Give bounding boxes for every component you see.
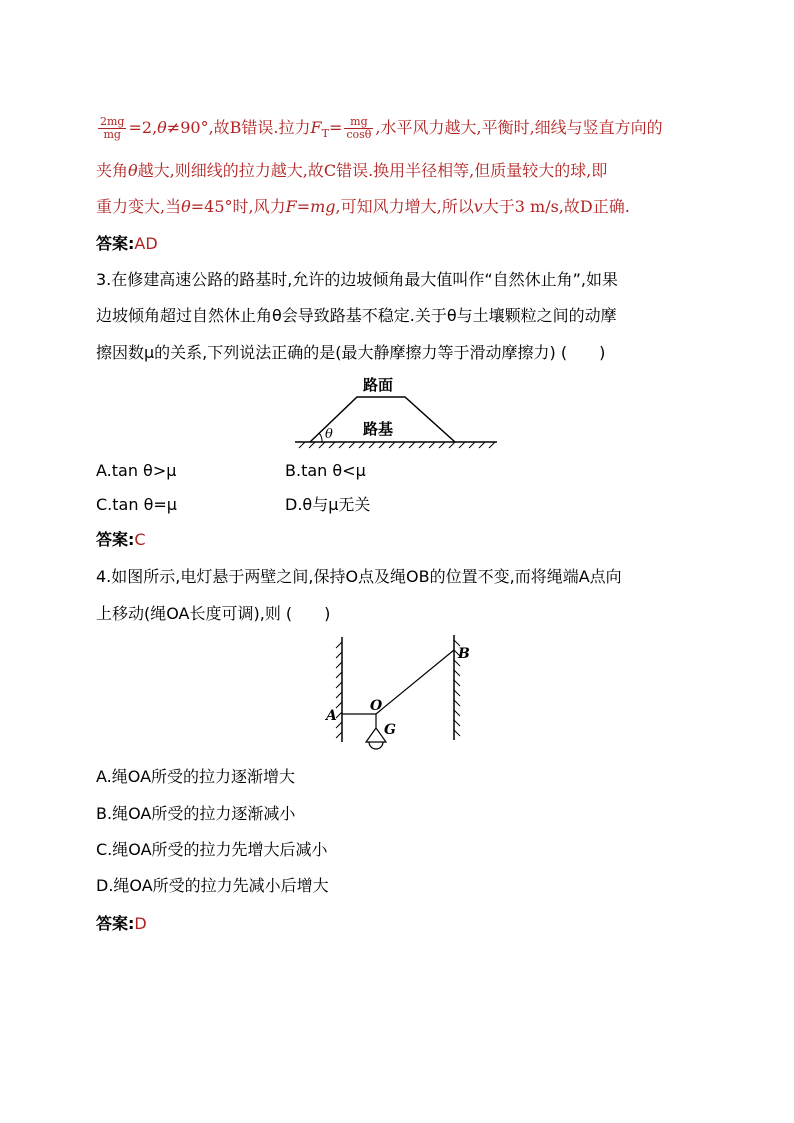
equals-sign: =: [328, 118, 343, 137]
q3-option-a[interactable]: A.tan θ>μ: [96, 461, 177, 480]
roadbed-diagram: [285, 370, 515, 450]
solution-text: 大于3 m/s,故D正确.: [482, 197, 630, 216]
roadbed-label: 路基: [363, 420, 394, 438]
q4-option-c[interactable]: C.绳OA所受的拉力先增大后减小: [96, 840, 328, 859]
mg-symbol: mg: [310, 197, 336, 216]
label-o: O: [370, 698, 383, 714]
q3-option-b[interactable]: B.tan θ<μ: [285, 461, 366, 480]
fraction-denominator: cosθ: [346, 128, 372, 141]
q4-option-a[interactable]: A.绳OA所受的拉力逐渐增大: [96, 767, 296, 786]
fraction-numerator: mg: [344, 116, 373, 129]
fraction-denominator: mg: [103, 128, 121, 141]
solution-line-1: [96, 116, 663, 144]
answer-line-q2: [96, 234, 158, 254]
answer-value: D: [134, 914, 147, 933]
solution-text: 重力变大,当: [96, 197, 182, 216]
solution-text: ≠90°,故B错误.拉力: [166, 118, 311, 137]
solution-text: ,水平风力越大,平衡时,细线与竖直方向的: [375, 118, 663, 137]
solution-text: 越大,则细线的拉力越大,故C错误.换用半径相等,但质量较大的球,即: [137, 161, 608, 180]
fraction-mg-over-cos: [344, 116, 373, 141]
answer-label: 答案:: [96, 914, 135, 933]
label-b: B: [458, 646, 470, 662]
force-symbol: F: [310, 118, 322, 137]
rope-ob: [376, 650, 454, 714]
solution-line-2: [96, 161, 607, 181]
angle-label: θ: [325, 427, 333, 442]
fraction-2mg-over-mg: [98, 116, 126, 141]
q3-line-3: 擦因数μ的关系,下列说法正确的是(最大静摩擦力等于滑动摩擦力) ( ): [96, 343, 606, 362]
lamp-bulb: [369, 742, 383, 749]
solution-text: =45°时,风力: [190, 197, 286, 216]
answer-value: AD: [134, 234, 158, 253]
solution-line-3: [96, 197, 630, 217]
left-wall-hatching: [336, 642, 342, 738]
subscript: T: [321, 127, 329, 141]
q3-option-c[interactable]: C.tan θ=μ: [96, 495, 177, 514]
ground-hatching: [299, 442, 495, 448]
q4-option-d[interactable]: D.绳OA所受的拉力先减小后增大: [96, 876, 329, 895]
q4-option-b[interactable]: B.绳OA所受的拉力逐渐减小: [96, 804, 296, 823]
lamp-diagram: [322, 632, 482, 782]
answer-line-q4: [96, 914, 147, 934]
road-surface-label: 路面: [363, 376, 394, 394]
solution-text: 夹角: [96, 161, 129, 180]
q4-line-2: 上移动(绳OA长度可调),则 ( ): [96, 604, 331, 623]
answer-label: 答案:: [96, 530, 135, 549]
q3-option-d[interactable]: D.θ与μ无关: [285, 495, 371, 514]
solution-text: ,可知风力增大,所以: [335, 197, 474, 216]
equals-sign: =: [296, 197, 311, 216]
theta-symbol: θ: [157, 118, 167, 137]
answer-label: 答案:: [96, 234, 135, 253]
solution-text: =2,: [128, 118, 158, 137]
answer-line-q3: [96, 530, 146, 550]
label-a: A: [326, 708, 337, 724]
label-g: G: [384, 722, 396, 738]
fraction-numerator: 2mg: [100, 115, 125, 128]
theta-symbol: θ: [181, 197, 191, 216]
force-symbol: F: [285, 197, 297, 216]
velocity-symbol: v: [473, 197, 483, 216]
q3-line-2: 边坡倾角超过自然休止角θ会导致路基不稳定.关于θ与土壤颗粒之间的动摩: [96, 306, 617, 325]
lamp-shade: [366, 728, 386, 742]
q4-line-1: 4.如图所示,电灯悬于两壁之间,保持O点及绳OB的位置不变,而将绳端A点向: [96, 567, 622, 586]
angle-arc: [319, 433, 322, 442]
q3-line-1: 3.在修建高速公路的路基时,允许的边坡倾角最大值叫作“自然休止角”,如果: [96, 270, 619, 289]
answer-value: C: [134, 530, 146, 549]
theta-symbol: θ: [128, 161, 138, 180]
